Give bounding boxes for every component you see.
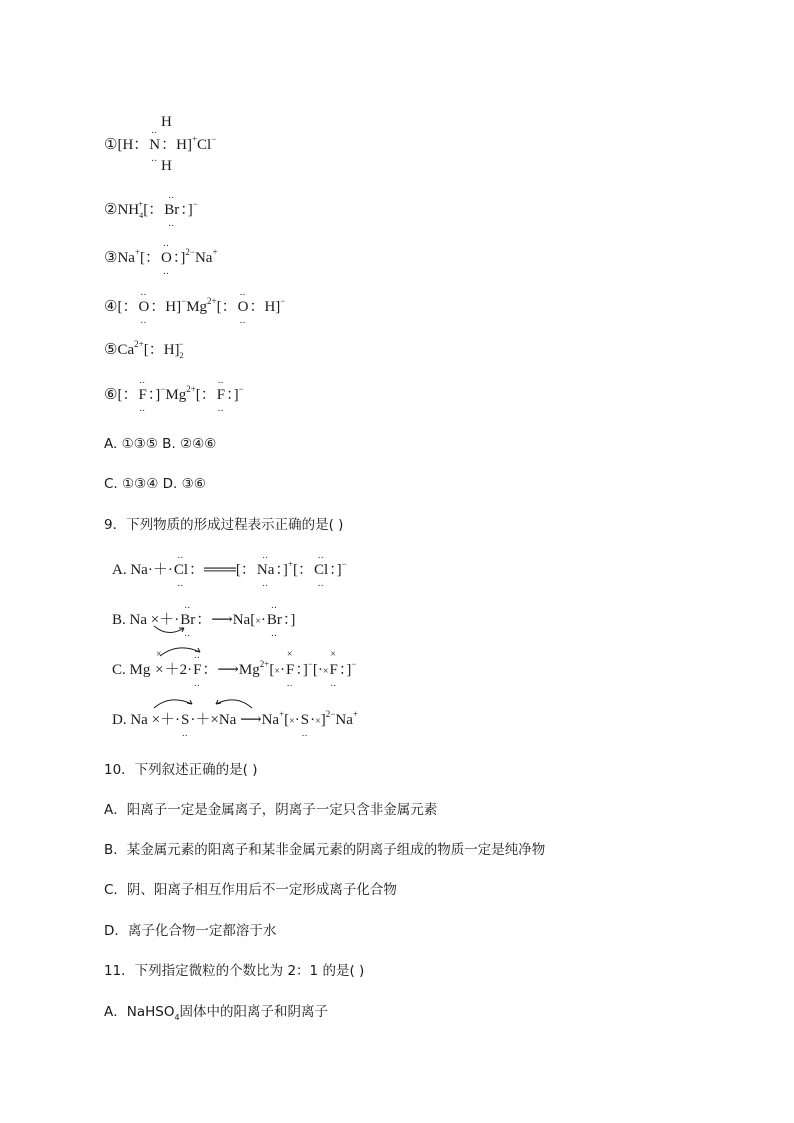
q9-option-d: D. Na ×＋·S ‥·＋×Na ⟶Na+[×·S ‥·×]$^{2-}$Na+ — [112, 710, 358, 732]
q9-b-arrow-arc — [150, 622, 190, 638]
q9-d-arrow-arcs — [150, 694, 260, 710]
s1-top-h: H — [161, 114, 172, 130]
q10-option-d: D．离子化合物一定都溶于水 — [104, 923, 277, 939]
q8-options-row2: C. ①③④ D. ③⑥ — [104, 476, 206, 492]
q11-option-a-sub: 4 — [174, 1013, 180, 1022]
q11-stem: 11．下列指定微粒的个数比为 2：1 的是( ) — [104, 963, 365, 979]
q11-option-a-suffix: 固体中的阳离子和阴离子 — [179, 1004, 329, 1020]
q9-stem: 9．下列物质的形成过程表示正确的是( ) — [104, 517, 344, 533]
q10-option-c: C．阴、阳离子相互作用后不一定形成离子化合物 — [104, 882, 397, 898]
s1-bottom-h: H — [161, 158, 172, 174]
structure-1: ①[H：‥ N ‥：H]+Cl− — [104, 135, 216, 155]
q8-options-row1: A. ①③⑤ B. ②④⑥ — [104, 436, 217, 452]
q9-c-arrow-arc — [156, 642, 206, 658]
q10-option-b: B．某金属元素的阳离子和某非金属元素的阴离子组成的物质一定是纯净物 — [104, 842, 546, 858]
structure-5: $⑤Ca^{2+}$[：$H]_2^-$ — [104, 339, 184, 360]
q10-stem: 10．下列叙述正确的是( ) — [104, 762, 258, 778]
q11-option-a-prefix: A．NaHSO — [104, 1004, 175, 1020]
q10-option-a: A．阳离子一定是金属离子，阴离子一定只含非金属元素 — [104, 802, 438, 818]
q9-option-a: A. Na·＋·‥ Cl ‥：═══[：‥ Na ‥：]+[：‥ Cl ‥：]− — [112, 560, 347, 580]
structure-4: ④[：‥ O ‥：$H]^-Mg^{2+}$[：‥ O ‥：H]− — [104, 297, 285, 317]
q11-option-a — [104, 1002, 328, 1022]
structure-6: ⑥[：‥ F ‥：]$^-Mg^{2+}$[：‥ F ‥：]− — [104, 385, 244, 405]
structure-2: $②NH_4^+$[：‥ Br ‥：]− — [104, 200, 198, 220]
q9-option-c: C. Mg × ×＋2·‥ F ‥：$⟶Mg^{2+}[\times\cdot\times F$ ‥：]−[·×× F ‥：]− — [112, 660, 356, 682]
structure-3: ③Na+[：‥ O ‥：]$^{2-}$Na+ — [104, 248, 218, 268]
q9-option-b: B. Na ×＋·‥ Br ‥：⟶Na[×·‥ Br ‥：] — [112, 610, 295, 632]
